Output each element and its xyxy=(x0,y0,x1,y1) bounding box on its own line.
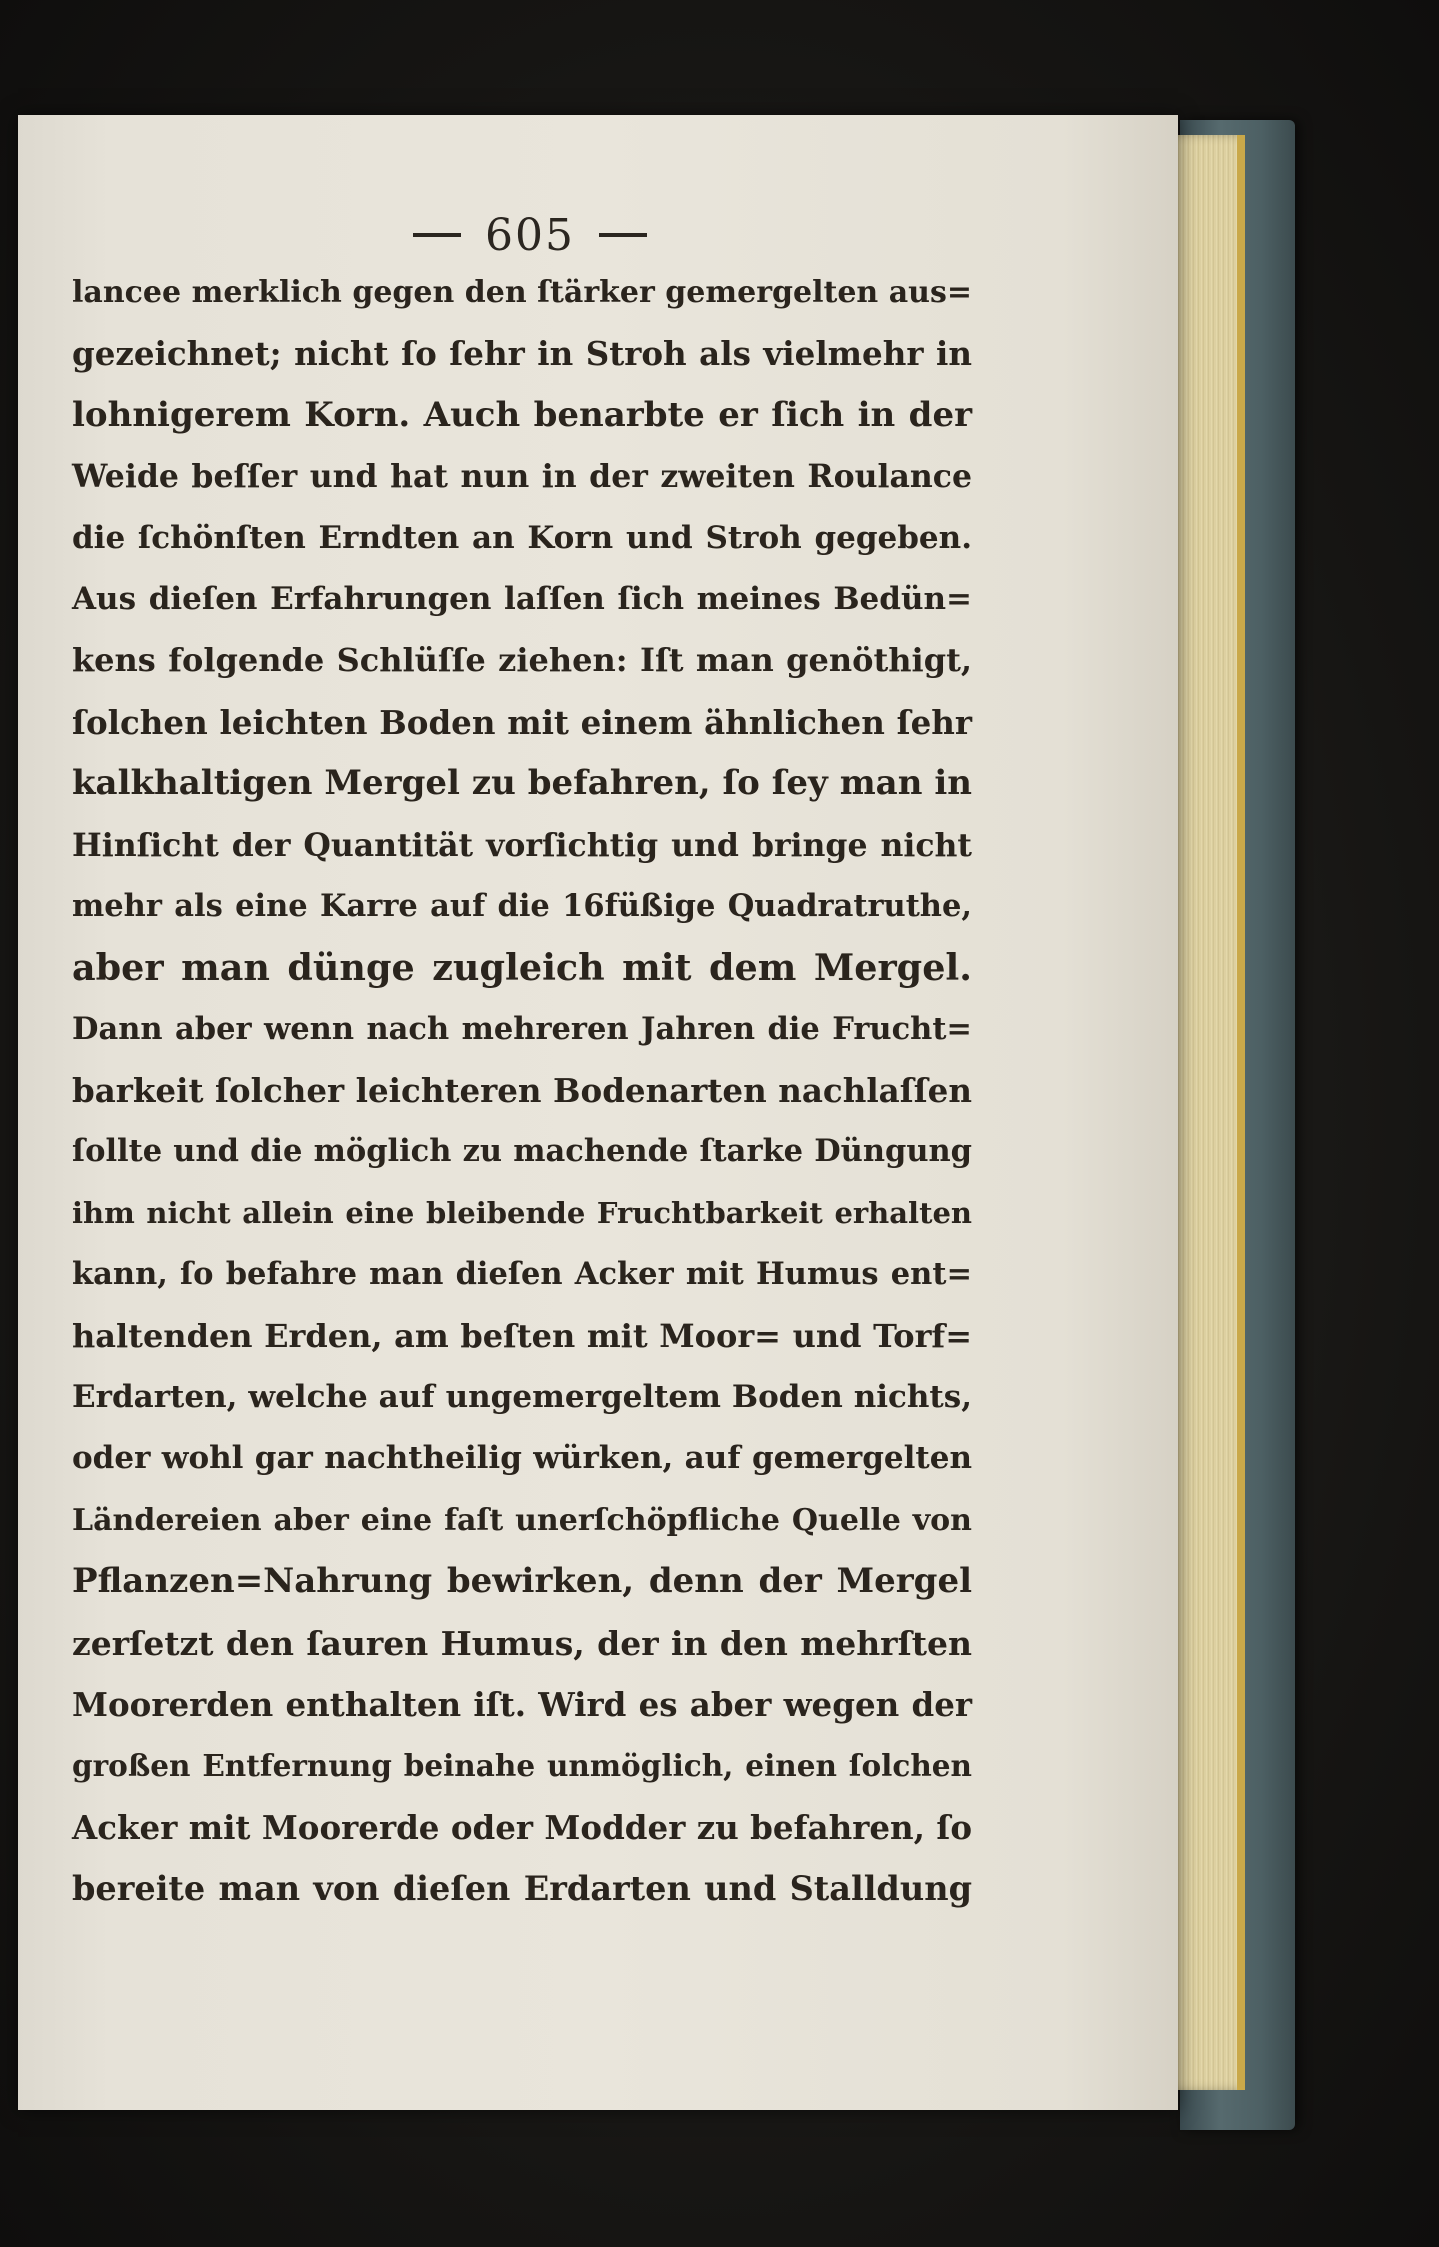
body-text xyxy=(72,262,972,1920)
text-line: Ländereien aber eine faſt unerſchöpfliche Quelle von xyxy=(72,1502,972,1538)
text-line: zerſetzt den ſauren Humus, der in den mehrſten xyxy=(72,1623,972,1663)
text-line: lohnigerem Korn. Auch benarbte er ſich in der xyxy=(72,394,972,435)
text-line: Dann aber wenn nach mehreren Jahren die Frucht= xyxy=(72,1010,972,1047)
text-line: Weide beſſer und hat nun in der zweiten Roulance xyxy=(72,458,972,496)
text-line: haltenden Erden, am beſten mit Moor= und Torf= xyxy=(72,1316,972,1355)
text-line: die ſchönſten Erndten an Korn und Stroh gegeben. xyxy=(72,519,972,556)
page-header xyxy=(360,200,700,270)
text-line: barkeit ſolcher leichteren Bodenarten nachlaſſen xyxy=(72,1071,972,1111)
page-number: 605 xyxy=(485,209,575,261)
header-dash-left xyxy=(413,233,461,237)
text-line: Erdarten, welche auf ungemergeltem Boden nichts, xyxy=(72,1379,972,1416)
text-line: ihm nicht allein eine bleibende Fruchtbarkeit erhalten xyxy=(72,1195,972,1230)
text-line: bereite man von dieſen Erdarten und Stalldung xyxy=(72,1869,972,1909)
text-line: Pflanzen=Nahrung bewirken, denn der Mergel xyxy=(72,1561,972,1602)
header-dash-right xyxy=(599,233,647,237)
text-line: großen Entfernung beinahe unmöglich, einen ſolchen xyxy=(72,1748,972,1784)
text-line: kens folgende Schlüſſe ziehen: Iſt man genöthigt, xyxy=(72,641,972,680)
text-line: lancee merklich gegen den ſtärker gemergelten aus= xyxy=(72,275,972,310)
text-line: Aus dieſen Erfahrungen laſſen ſich meines Bedün= xyxy=(72,580,972,617)
text-line: kann, ſo befahre man dieſen Acker mit Humus ent= xyxy=(72,1256,972,1293)
text-line: ſolchen leichten Boden mit einem ähnlichen ſehr xyxy=(72,702,972,742)
text-line: Moorerden enthalten iſt. Wird es aber wegen der xyxy=(72,1684,972,1724)
text-line: ſollte und die möglich zu machende ſtarke Düngung xyxy=(72,1133,972,1170)
text-line: aber man dünge zugleich mit dem Mergel. xyxy=(72,946,972,990)
text-line: kalkhaltigen Mergel zu befahren, ſo ſey man in xyxy=(72,763,972,804)
text-line: oder wohl gar nachtheilig würken, auf gemergelten xyxy=(72,1440,972,1477)
text-line: mehr als eine Karre auf die 16füßige Quadratruthe, xyxy=(72,887,972,924)
text-line: gezeichnet; nicht ſo ſehr in Stroh als vielmehr in xyxy=(72,334,972,374)
text-line: Acker mit Moorerde oder Modder zu befahren, ſo xyxy=(72,1807,972,1847)
text-line: Hinſicht der Quantität vorſichtig und bringe nicht xyxy=(72,826,972,864)
